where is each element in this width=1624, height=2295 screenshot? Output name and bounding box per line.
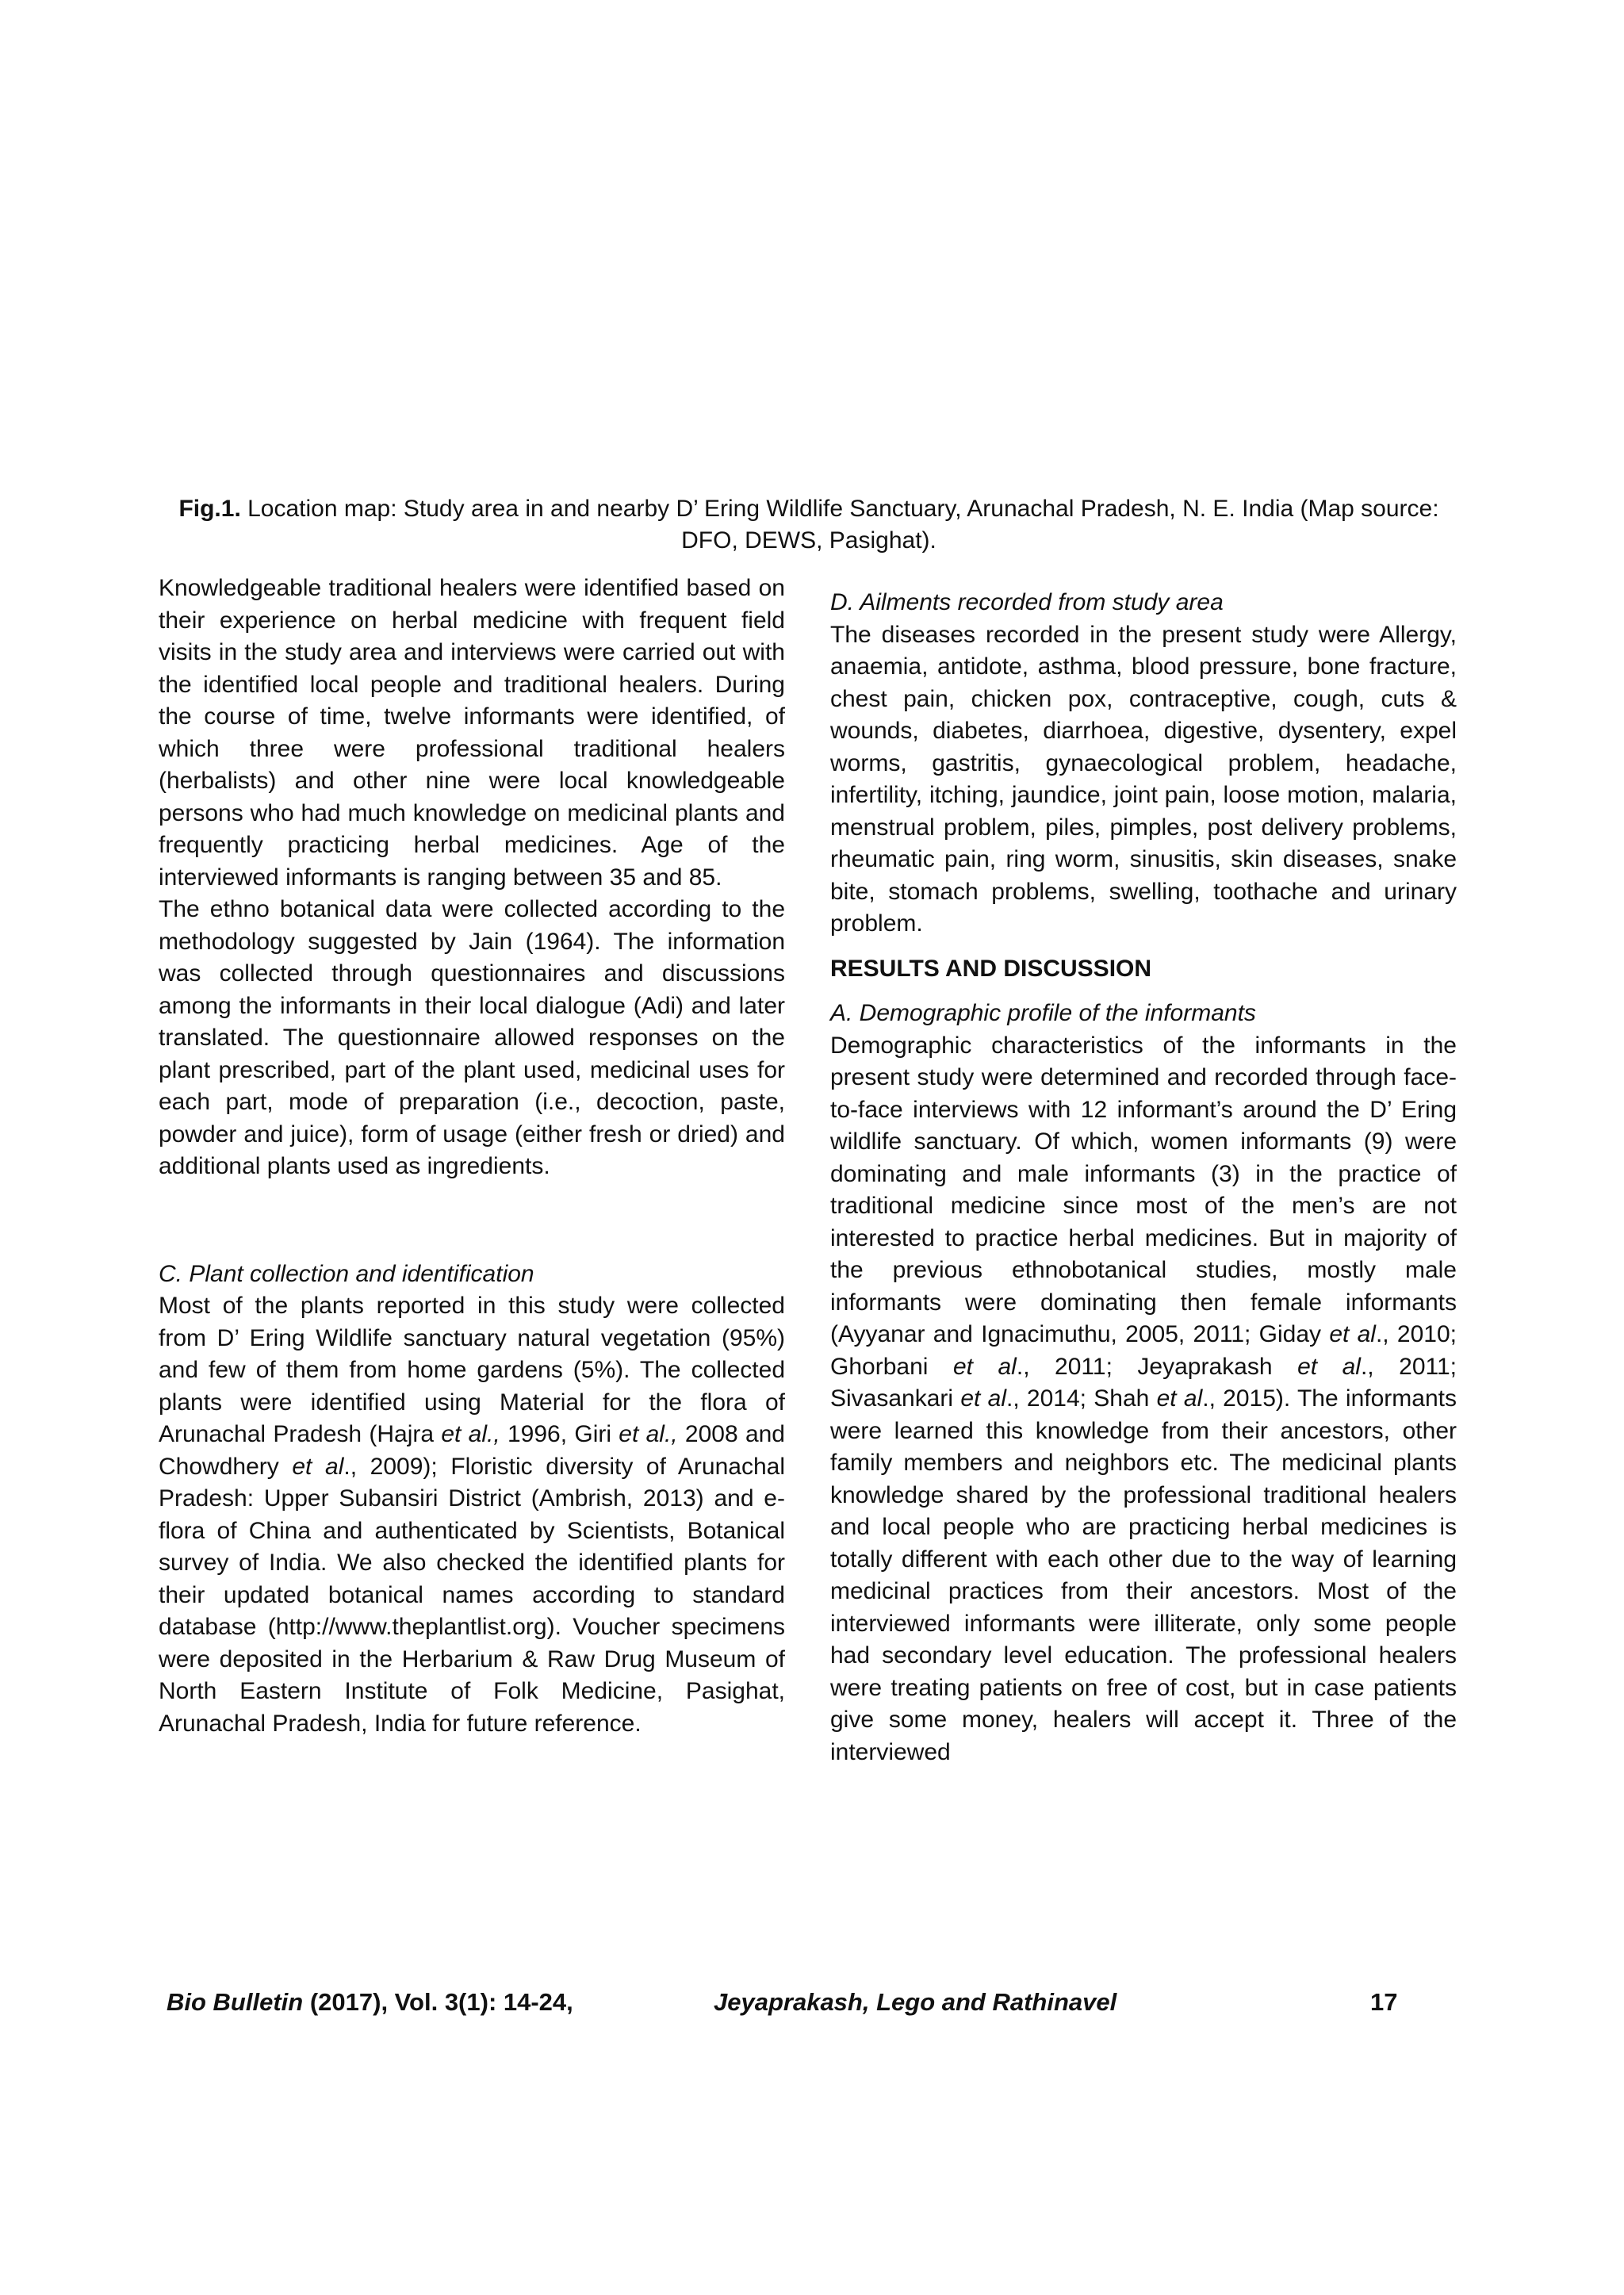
figure-label: Fig.1.: [178, 496, 241, 522]
section-c-heading: C. Plant collection and identification: [159, 1260, 534, 1287]
paragraph-demographics: Demographic characteristics of the informants in the present study were determined and recorded through face-to-face interviews with 12 informant’s around the D’ Ering wildlife sanctuary. Of which, women informants (9) were dominating and male informants (3) in the practice of traditional medicine since most of the men’s are not interested to practice herbal medicines. But in majority of the previous ethnobotanical studies, mostly male informants were dominating then female informants (Ayyanar and Ignacimuthu, 2005, 2011; Giday et al., 2010; Ghorbani et al., 2011; Jeyaprakash et al., 2011; Sivasankari et al., 2014; Shah et al., 2015). The informants were learned this knowledge from their ancestors, other family members and neighbors etc. The medicinal plants knowledge shared by the professional traditional healers and local people who are practicing herbal medicines is totally different with each other due to the way of learning medicinal practices from their ancestors. Most of the interviewed informants were illiterate, only some people had secondary level education. The professional healers were treating patients on free of cost, but in case patients give some money, healers will accept it. Three of the interviewed: [830, 1032, 1457, 1765]
section-d-heading: D. Ailments recorded from study area: [830, 589, 1224, 615]
page-number: 17: [1370, 1988, 1398, 2016]
footer-authors: Jeyaprakash, Lego and Rathinavel: [714, 1988, 1117, 2016]
paragraph-methodology: The ethno botanical data were collected according to the methodology suggested by Jain (1964). The information was collected through questionnaires and discussions among the informants in their local dialogue (Adi) and later translated. The questionnaire allowed responses on the plant prescribed, part of the plant used, medicinal uses for each part, mode of preparation (i.e., decoction, paste, powder and juice), form of usage (either fresh or dried) and additional plants used as ingredients.: [159, 896, 785, 1179]
journal-info: (2017), Vol. 3(1): 14-24,: [303, 1988, 573, 2016]
paragraph-ailments: The diseases recorded in the present study were Allergy, anaemia, antidote, asthma, blood pressure, bone fracture, chest pain, chicken pox, contraceptive, cough, cuts & wounds, diabetes, diarrhoea, digestive, dysentery, expel worms, gastritis, gynaecological problem, headache, infertility, itching, jaundice, joint pain, loose motion, malaria, menstrual problem, piles, pimples, post delivery problems, rheumatic pain, ring worm, sinusitis, skin diseases, snake bite, stomach problems, swelling, toothache and urinary problem.: [830, 621, 1457, 937]
paragraph-informants: Knowledgeable traditional healers were identified based on their experience on herbal medicine with frequent field visits in the study area and interviews were carried out with the identified local people and traditional healers. During the course of time, twelve informants were identified, of which three were professional traditional healers (herbalists) and other nine were local knowledgeable persons who had much knowledge on medicinal plants and frequently practicing herbal medicines. Age of the interviewed informants is ranging between 35 and 85.: [159, 575, 785, 891]
right-column: [830, 573, 1457, 1768]
section-a-heading: A. Demographic profile of the informants: [830, 1000, 1256, 1026]
results-heading: RESULTS AND DISCUSSION: [830, 955, 1152, 982]
figure-caption-text: Location map: Study area in and nearby D’ Ering Wildlife Sanctuary, Arunachal Pradesh, N. E. India (Map source: DFO, DEWS, Pasighat).: [240, 496, 1439, 554]
paragraph-plant-collection: Most of the plants reported in this study were collected from D’ Ering Wildlife sanctuary natural vegetation (95%) and few of them from home gardens (5%). The collected plants were identified using Material for the flora of Arunachal Pradesh (Hajra et al., 1996, Giri et al., 2008 and Chowdhery et al., 2009); Floristic diversity of Arunachal Pradesh: Upper Subansiri District (Ambrish, 2013) and e-flora of China and authenticated by Scientists, Botanical survey of India. We also checked the identified plants for their updated botanical names according to standard database (http://www.theplantlist.org). Voucher specimens were deposited in the Herbarium & Raw Drug Museum of North Eastern Institute of Folk Medicine, Pasighat, Arunachal Pradesh, India for future reference.: [159, 1293, 786, 1737]
left-column: [159, 573, 785, 1740]
figure-caption: [159, 493, 1459, 557]
footer-journal: [167, 1987, 573, 2018]
journal-name: Bio Bulletin: [167, 1988, 304, 2016]
